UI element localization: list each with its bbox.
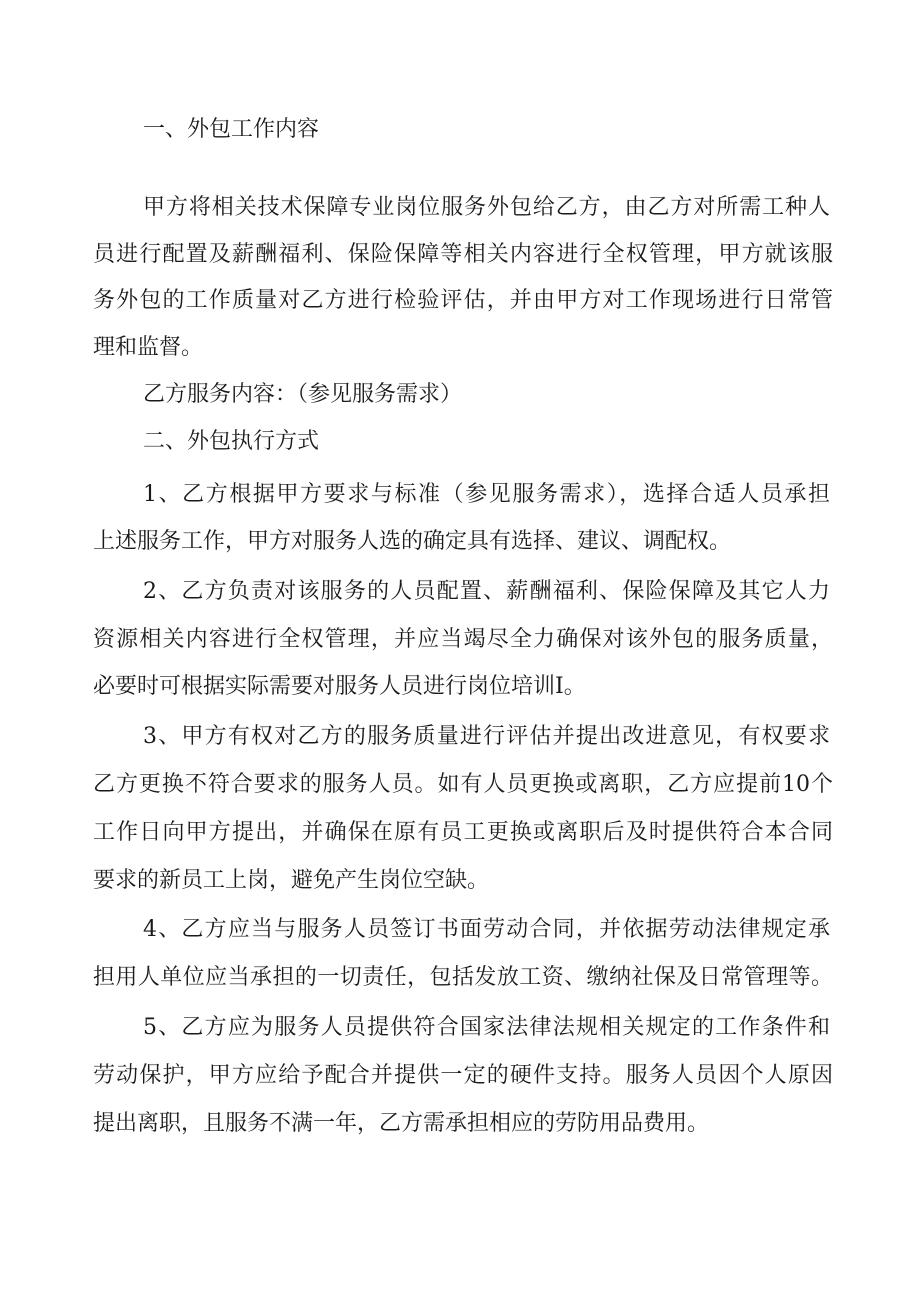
list-item-line: 担用人单位应当承担的一切责任，包括发放工资、缴纳社保及日常管理等。: [93, 965, 833, 990]
section-heading-outsourcing-content: 一、外包工作内容: [143, 117, 320, 142]
service-scope-line: 乙方服务内容：（参见服务需求）: [143, 382, 463, 407]
list-item-line: 4、乙方应当与服务人员签订书面劳动合同，并依据劳动法律规定承: [143, 917, 830, 942]
list-item-line: 上述服务工作，甲方对服务人选的确定具有选择、建议、调配权。: [93, 529, 732, 554]
paragraph-line: 甲方将相关技术保障专业岗位服务外包给乙方，由乙方对所需工种人: [143, 195, 830, 220]
list-item-line: 必要时可根据实际需要对服务人员进行岗位培训I。: [93, 674, 586, 699]
list-item-line: 要求的新员工上岗，避免产生岗位空缺。: [93, 868, 490, 893]
list-item-line: 1、乙方根据甲方要求与标准（参见服务需求），选择合适人员承担: [143, 482, 830, 507]
list-item-line: 资源相关内容进行全权管理，并应当竭尽全力确保对该外包的服务质量，: [93, 627, 833, 652]
list-item-line: 劳动保护，甲方应给予配合并提供一定的硬件支持。服务人员因个人原因: [93, 1063, 833, 1088]
list-item-line: 工作日向甲方提出，并确保在原有员工更换或离职后及时提供符合本合同: [93, 820, 833, 845]
section-heading-execution-method: 二、外包执行方式: [143, 429, 320, 454]
paragraph-line: 务外包的工作质量对乙方进行检验评估，并由甲方对工作现场进行日常管: [93, 288, 833, 313]
paragraph-line: 理和监督。: [93, 335, 204, 360]
paragraph-line: 员进行配置及薪酬福利、保险保障等相关内容进行全权管理，甲方就该服: [93, 242, 833, 267]
list-item-line: 5、乙方应为服务人员提供符合国家法律法规相关规定的工作条件和: [143, 1015, 830, 1040]
list-item-line: 3、甲方有权对乙方的服务质量进行评估并提出改进意见，有权要求: [143, 724, 830, 749]
list-item-line: 乙方更换不符合要求的服务人员。如有人员更换或离职，乙方应提前10个: [93, 772, 833, 797]
list-item-line: 提出离职，且服务不满一年，乙方需承担相应的劳防用品费用。: [93, 1111, 710, 1136]
list-item-line: 2、乙方负责对该服务的人员配置、薪酬福利、保险保障及其它人力: [143, 579, 830, 604]
